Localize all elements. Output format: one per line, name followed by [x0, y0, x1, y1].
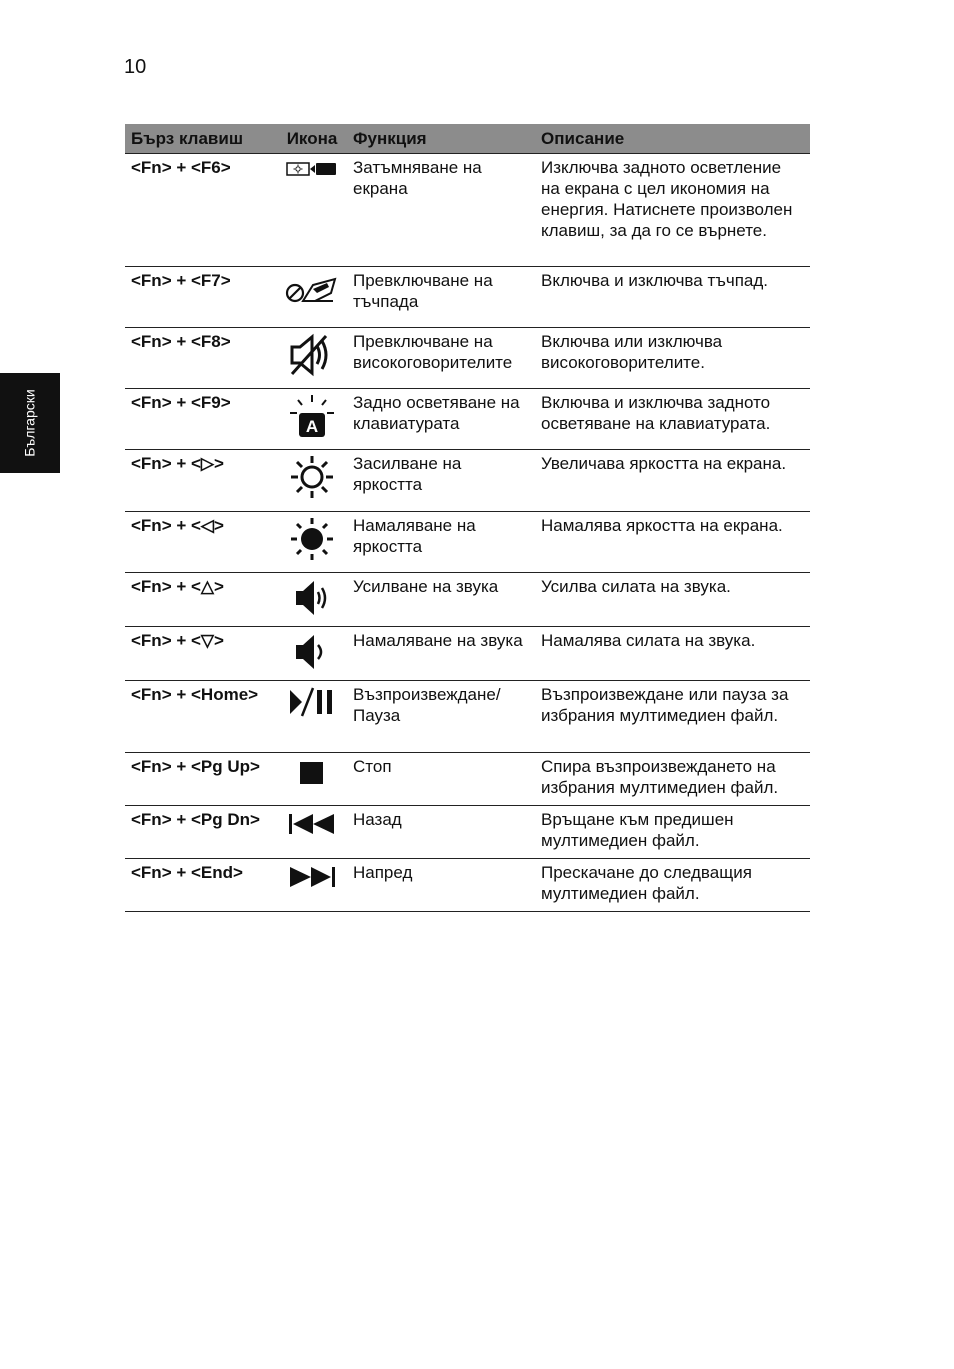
table-row	[125, 806, 810, 859]
table-row	[125, 573, 810, 627]
description-cell: Прескачане до следващия мултимедиен файл.	[535, 859, 810, 912]
table-row	[125, 389, 810, 450]
volume-down-icon	[290, 631, 334, 673]
hotkey-cell: <Fn> + <△>	[125, 573, 277, 627]
function-cell: Превключване на тъчпада	[347, 267, 535, 328]
header-description: Описание	[535, 124, 810, 154]
description-cell: Усилва силата на звука.	[535, 573, 810, 627]
touchpad-toggle-icon	[283, 271, 341, 307]
page-number: 10	[124, 56, 147, 78]
description-cell: Връщане към предишен мултимедиен файл.	[535, 806, 810, 859]
function-cell: Намаляване на звука	[347, 627, 535, 681]
function-cell: Задно осветяване на клавиатурата	[347, 389, 535, 450]
function-cell: Превключване на високоговорителите	[347, 328, 535, 389]
volume-up-icon	[290, 577, 334, 619]
function-cell: Усилване на звука	[347, 573, 535, 627]
hotkey-cell: <Fn> + <F6>	[125, 154, 277, 267]
description-cell: Включва и изключва задното осветяване на клавиатурата.	[535, 389, 810, 450]
table-row	[125, 512, 810, 573]
stop-icon	[297, 757, 327, 787]
description-cell: Включва и изключва тъчпад.	[535, 267, 810, 328]
speaker-mute-icon	[286, 332, 338, 378]
hotkey-cell: <Fn> + <Home>	[125, 681, 277, 753]
function-cell: Напред	[347, 859, 535, 912]
function-cell: Засилване на яркостта	[347, 450, 535, 512]
table-row	[125, 154, 810, 267]
description-cell: Включва или изключва високоговорителите.	[535, 328, 810, 389]
hotkey-cell: <Fn> + <F9>	[125, 389, 277, 450]
brightness-down-icon	[289, 516, 335, 562]
hotkey-cell: <Fn> + <Pg Up>	[125, 753, 277, 806]
next-track-icon	[286, 863, 338, 891]
description-cell: Намалява яркостта на екрана.	[535, 512, 810, 573]
hotkeys-table	[125, 124, 810, 912]
description-cell: Намалява силата на звука.	[535, 627, 810, 681]
function-cell: Възпроизвеждане/ Пауза	[347, 681, 535, 753]
svg-text:A: A	[305, 417, 319, 436]
function-cell: Затъмняване на екрана	[347, 154, 535, 267]
description-cell: Изключва задното осветление на екрана с цел икономия на енергия. Натиснете произволен клавиш, за да го се върнете.	[535, 154, 810, 267]
hotkey-cell: <Fn> + <▷>	[125, 450, 277, 512]
table-row	[125, 450, 810, 512]
hotkey-cell: <Fn> + <▽>	[125, 627, 277, 681]
header-key: Бърз клавиш	[125, 124, 277, 154]
description-cell: Увеличава яркостта на екрана.	[535, 450, 810, 512]
description-cell: Възпроизвеждане или пауза за избрания мултимедиен файл.	[535, 681, 810, 753]
header-icon: Икона	[277, 124, 347, 154]
keyboard-backlight-icon	[284, 393, 340, 441]
function-cell: Стоп	[347, 753, 535, 806]
table-row	[125, 753, 810, 806]
hotkey-cell: <Fn> + <◁>	[125, 512, 277, 573]
function-cell: Назад	[347, 806, 535, 859]
hotkey-cell: <Fn> + <F7>	[125, 267, 277, 328]
display-off-icon	[284, 158, 340, 180]
header-function: Функция	[347, 124, 535, 154]
hotkey-cell: <Fn> + <Pg Dn>	[125, 806, 277, 859]
language-side-tab	[0, 373, 60, 473]
table-header-row	[125, 124, 810, 154]
hotkey-cell: <Fn> + <F8>	[125, 328, 277, 389]
previous-track-icon	[286, 810, 338, 838]
table-row	[125, 681, 810, 753]
table-row	[125, 859, 810, 912]
language-label: Български	[22, 389, 38, 457]
play-pause-icon	[286, 685, 338, 719]
hotkey-cell: <Fn> + <End>	[125, 859, 277, 912]
table-row	[125, 267, 810, 328]
table-row	[125, 328, 810, 389]
function-cell: Намаляване на яркостта	[347, 512, 535, 573]
brightness-up-icon	[289, 454, 335, 500]
table-row	[125, 627, 810, 681]
description-cell: Спира възпроизвеждането на избрания мултимедиен файл.	[535, 753, 810, 806]
